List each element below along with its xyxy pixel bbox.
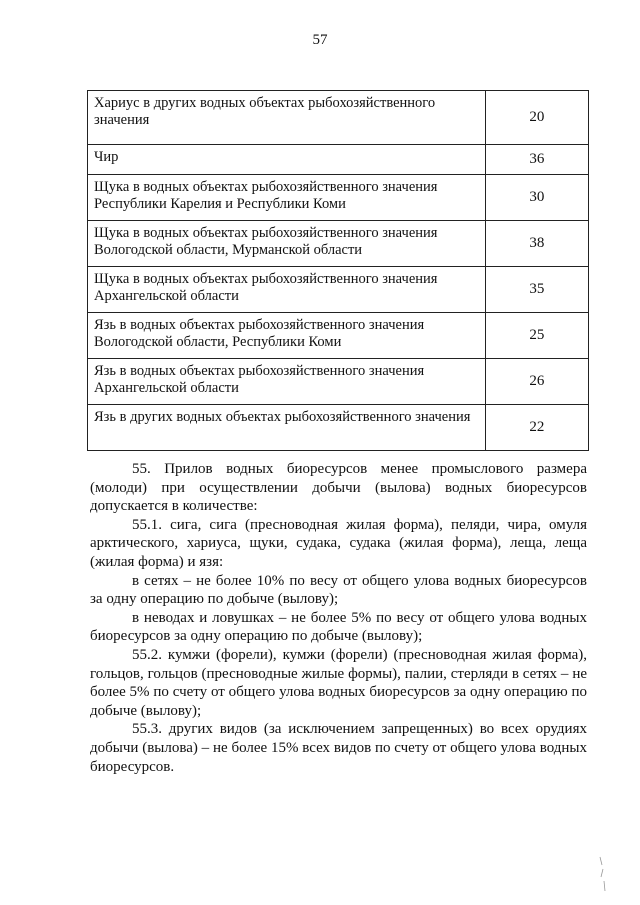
body-text	[90, 460, 587, 776]
species-cell: Язь в водных объектах рыбохозяйственного значения Архангельской области	[88, 359, 486, 405]
value-cell: 26	[485, 359, 588, 405]
table-row	[88, 267, 589, 313]
table-row	[88, 313, 589, 359]
species-cell: Язь в других водных объектах рыбохозяйственного значения	[88, 405, 486, 451]
table-row	[88, 359, 589, 405]
value-cell: 25	[485, 313, 588, 359]
page-number: 57	[312, 32, 328, 48]
paragraph-nets: в сетях – не более 10% по весу от общего улова водных биоресурсов за одну операцию по добыче (вылову);	[90, 572, 587, 608]
paragraph-55-1: 55.1. сига, сига (пресноводная жилая форма), пеляди, чира, омуля арктического, хариуса, щуки, судака, судака (жилая форма), леща, леща (жилая форма) и язя:	[90, 516, 587, 570]
species-cell: Щука в водных объектах рыбохозяйственного значения Архангельской области	[88, 267, 486, 313]
value-cell: 20	[485, 91, 588, 145]
value-cell: 30	[485, 175, 588, 221]
table-row	[88, 145, 589, 175]
paragraph-55-3: 55.3. других видов (за исключением запрещенных) во всех орудиях добычи (вылова) – не более 15% всех видов по счету от общего улова водных биоресурсов.	[90, 721, 587, 775]
species-cell: Язь в водных объектах рыбохозяйственного значения Вологодской области, Республики Коми	[88, 313, 486, 359]
paragraph-55-2: 55.2. кумжи (форели), кумжи (форели) (пресноводная жилая форма), гольцов, гольцов (пресноводные жилые формы), палии, стерляди в сетях – не более 5% по счету от общего улова водных биоресурсов за одну операцию по добыче (вылову);	[90, 646, 587, 719]
value-cell: 38	[485, 221, 588, 267]
table-row	[88, 175, 589, 221]
value-cell: 35	[485, 267, 588, 313]
table-row	[88, 91, 589, 145]
paragraph-seines-traps: в неводах и ловушках – не более 5% по весу от общего улова водных биоресурсов за одну операцию по добыче (вылову);	[90, 609, 587, 645]
bycatch-norms-table	[87, 90, 589, 451]
species-cell: Щука в водных объектах рыбохозяйственного значения Республики Карелия и Республики Коми	[88, 175, 486, 221]
margin-scan-mark	[597, 855, 609, 895]
paragraph-55: 55. Прилов водных биоресурсов менее промыслового размера (молоди) при осуществлении добычи (вылова) водных биоресурсов допускается в количестве:	[90, 461, 587, 515]
species-cell: Хариус в других водных объектах рыбохозяйственного значения	[88, 91, 486, 145]
table-row	[88, 221, 589, 267]
table-row	[88, 405, 589, 451]
value-cell: 22	[485, 405, 588, 451]
value-cell: 36	[485, 145, 588, 175]
species-cell: Чир	[88, 145, 486, 175]
species-cell: Щука в водных объектах рыбохозяйственного значения Вологодской области, Мурманской области	[88, 221, 486, 267]
